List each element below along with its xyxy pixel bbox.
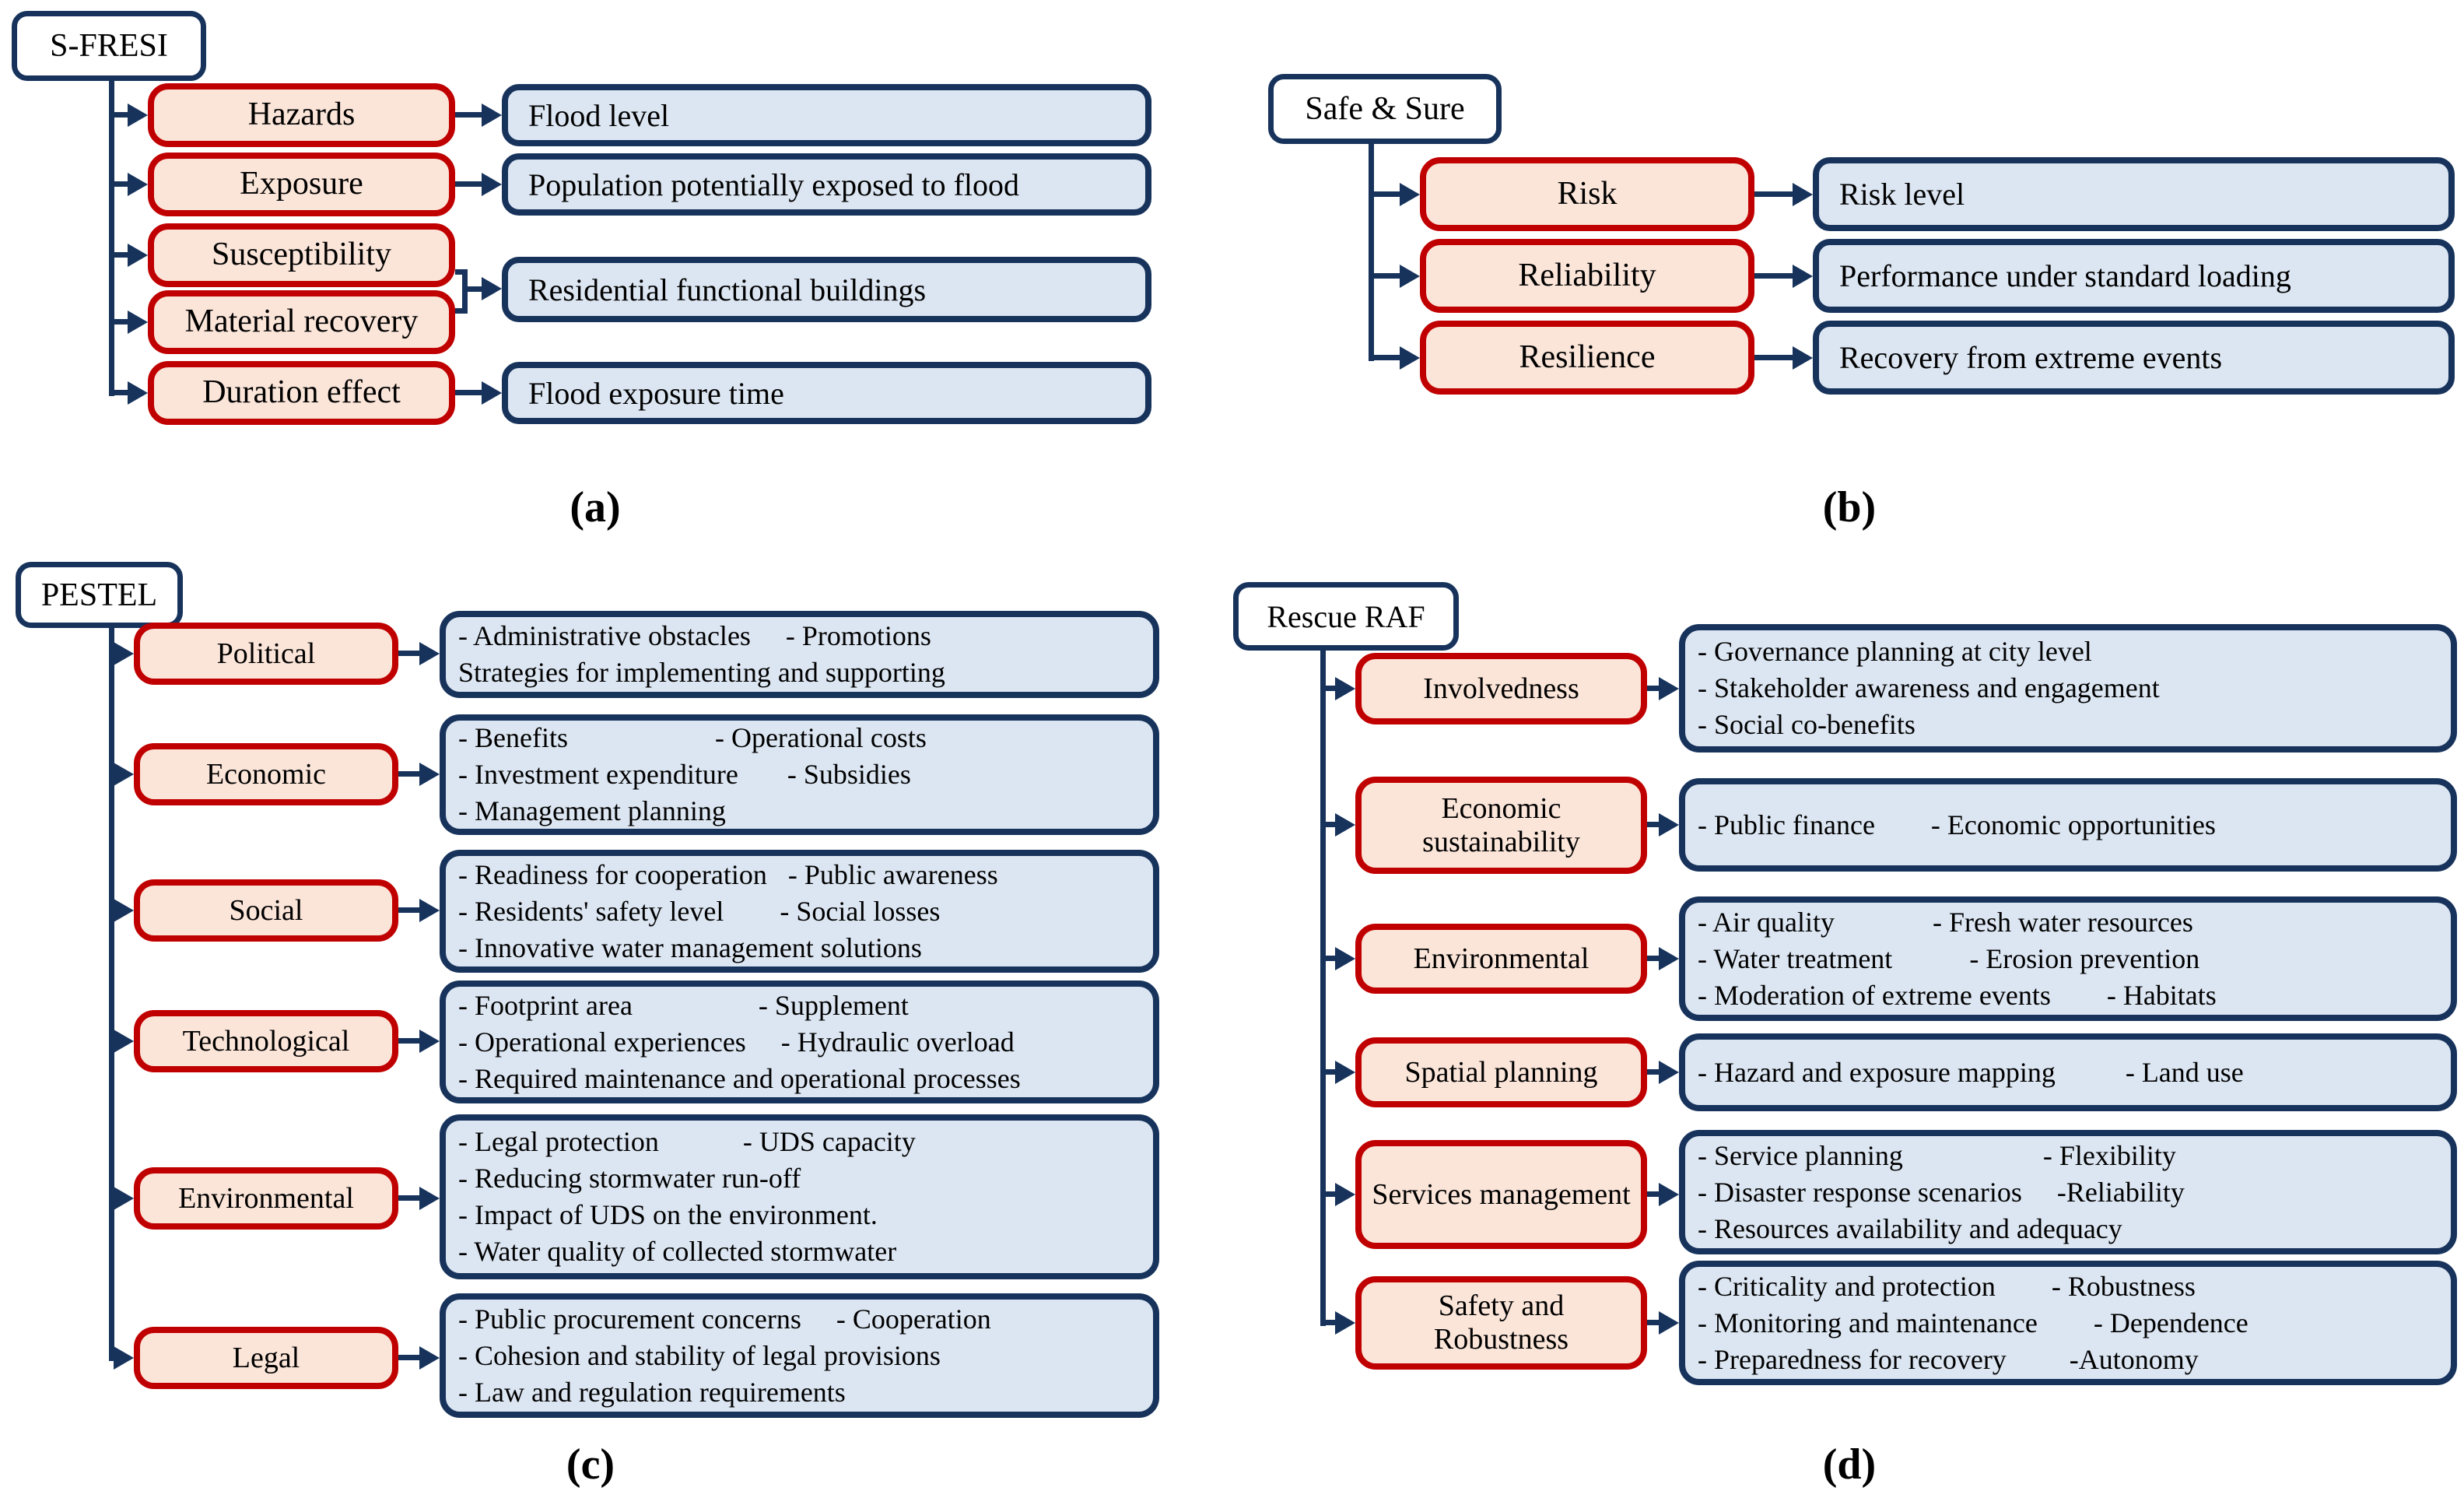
connector-line: [1371, 355, 1402, 360]
bullet-line: - Reducing stormwater run-off: [458, 1163, 801, 1194]
arrow-icon: [1659, 1183, 1679, 1206]
arrow-icon: [419, 763, 440, 786]
connector-line: [111, 252, 129, 258]
connector-line: [1369, 142, 1374, 361]
category-box-technological: Technological: [134, 1010, 398, 1072]
detail-box-population-exposed: Population potentially exposed to flood: [502, 153, 1151, 216]
arrow-icon: [128, 103, 148, 127]
arrow-icon: [419, 1187, 440, 1210]
arrow-icon: [114, 763, 134, 786]
category-box-economic-sustainability: Economic sustainability: [1355, 777, 1647, 874]
arrow-icon: [419, 1030, 440, 1053]
bullet-line: - Benefits - Operational costs: [458, 722, 927, 753]
bullet-line: - Disaster response scenarios -Reliability: [1698, 1176, 2185, 1208]
arrow-icon: [482, 103, 502, 127]
detail-box-risk-level: Risk level: [1813, 157, 2455, 231]
category-box-economic: Economic: [134, 743, 398, 805]
bullet-line: - Preparedness for recovery -Autonomy: [1698, 1343, 2199, 1375]
connector-line: [111, 112, 129, 118]
bullet-line: - Investment expenditure - Subsidies: [458, 759, 911, 790]
connector-line: [455, 112, 483, 118]
bullet-box-involvedness: [1679, 624, 2457, 752]
panel-label-b: (b): [1822, 483, 1877, 531]
category-box-reliability: Reliability: [1420, 239, 1754, 313]
arrow-icon: [1400, 183, 1420, 206]
bullet-box-services-management: [1679, 1130, 2457, 1254]
detail-box-flood-exposure-time: Flood exposure time: [502, 362, 1151, 424]
bullet-box-spatial-planning: [1679, 1033, 2457, 1111]
arrow-icon: [1793, 183, 1813, 206]
arrow-icon: [482, 277, 502, 300]
bullet-line: - Moderation of extreme events - Habitats: [1698, 979, 2217, 1011]
bullet-box-social: [440, 850, 1159, 973]
category-box-environmental-raf: Environmental: [1355, 924, 1647, 994]
bullet-line: - Innovative water management solutions: [458, 931, 922, 963]
arrow-icon: [1793, 346, 1813, 370]
bullet-line: - Resources availability and adequacy: [1698, 1212, 2122, 1244]
arrow-icon: [482, 381, 502, 405]
connector-line: [455, 181, 483, 187]
arrow-icon: [1400, 346, 1420, 370]
arrow-icon: [128, 173, 148, 196]
arrow-icon: [419, 1346, 440, 1370]
arrow-icon: [1335, 947, 1355, 970]
connector-line: [464, 286, 483, 292]
arrow-icon: [1659, 1311, 1679, 1335]
arrow-icon: [128, 244, 148, 267]
arrow-icon: [1659, 947, 1679, 970]
arrow-icon: [1793, 265, 1813, 288]
detail-box-flood-level: Flood level: [502, 84, 1151, 146]
arrow-icon: [482, 173, 502, 196]
connector-line: [111, 181, 129, 187]
arrow-icon: [114, 1187, 134, 1210]
bullet-line: - Management planning: [458, 795, 726, 826]
bullet-line: - Law and regulation requirements: [458, 1376, 846, 1408]
arrow-icon: [419, 642, 440, 665]
bullet-line: - Criticality and protection - Robustness: [1698, 1270, 2196, 1302]
arrow-icon: [1335, 1061, 1355, 1084]
category-box-spatial-planning: Spatial planning: [1355, 1037, 1647, 1107]
bullet-line: - Monitoring and maintenance - Dependence: [1698, 1307, 2248, 1338]
root-box-pestel: PESTEL: [16, 562, 183, 628]
category-box-duration-effect: Duration effect: [148, 361, 455, 425]
bullet-line: - Hazard and exposure mapping - Land use: [1698, 1056, 2244, 1088]
bullet-box-environmental-pestel: [440, 1114, 1159, 1279]
connector-line: [398, 771, 422, 777]
arrow-icon: [419, 899, 440, 922]
arrow-icon: [114, 642, 134, 665]
category-box-risk: Risk: [1420, 157, 1754, 231]
bullet-line: - Cohesion and stability of legal provisions: [458, 1339, 941, 1371]
detail-box-residential-buildings: Residential functional buildings: [502, 257, 1151, 322]
bullet-box-technological: [440, 981, 1159, 1103]
bullet-line: - Air quality - Fresh water resources: [1698, 906, 2193, 938]
bullet-line: - Water quality of collected stormwater: [458, 1236, 897, 1267]
category-box-legal: Legal: [134, 1327, 398, 1389]
category-box-material-recovery: Material recovery: [148, 290, 455, 354]
bullet-line: Strategies for implementing and supporting: [458, 657, 945, 688]
arrow-icon: [1659, 813, 1679, 837]
connector-line: [1754, 273, 1795, 279]
root-box-rescue-raf: Rescue RAF: [1233, 582, 1459, 651]
bullet-line: - Readiness for cooperation - Public awareness: [458, 858, 998, 890]
bullet-line: - Water treatment - Erosion prevention: [1698, 942, 2200, 974]
connector-line: [109, 79, 114, 396]
arrow-icon: [1335, 1183, 1355, 1206]
category-box-political: Political: [134, 623, 398, 685]
arrow-icon: [1400, 265, 1420, 288]
category-box-susceptibility: Susceptibility: [148, 223, 455, 287]
category-box-social: Social: [134, 879, 398, 942]
category-box-safety-robustness: Safety and Robustness: [1355, 1276, 1647, 1370]
connector-line: [398, 1195, 422, 1201]
bullet-line: - Operational experiences - Hydraulic overload: [458, 1026, 1015, 1058]
bullet-line: - Footprint area - Supplement: [458, 989, 909, 1021]
category-box-exposure: Exposure: [148, 153, 455, 216]
bullet-line: - Governance planning at city level: [1698, 636, 2092, 667]
connector-line: [1320, 649, 1326, 1326]
arrow-icon: [128, 381, 148, 405]
connector-line: [398, 1355, 422, 1360]
connector-line: [111, 390, 129, 395]
bullet-line: - Legal protection - UDS capacity: [458, 1126, 916, 1157]
connector-line: [109, 626, 114, 1361]
bullet-box-political: [440, 611, 1159, 698]
connector-line: [1754, 191, 1795, 197]
bullet-box-economic-sustainability: [1679, 778, 2457, 872]
arrow-icon: [1335, 1311, 1355, 1335]
connector-line: [398, 1038, 422, 1044]
bullet-box-safety-robustness: [1679, 1261, 2457, 1385]
detail-box-recovery-extreme-events: Recovery from extreme events: [1813, 321, 2455, 395]
arrow-icon: [114, 1346, 134, 1370]
category-box-hazards: Hazards: [148, 83, 455, 147]
panel-label-d: (d): [1822, 1440, 1877, 1489]
bullet-box-environmental-raf: [1679, 896, 2457, 1021]
category-box-involvedness: Involvedness: [1355, 653, 1647, 724]
connector-line: [111, 319, 129, 325]
root-box-safe-and-sure: Safe & Sure: [1268, 74, 1502, 144]
panel-label-c: (c): [566, 1440, 615, 1489]
connector-line: [1371, 191, 1402, 197]
bullet-line: - Service planning - Flexibility: [1698, 1139, 2176, 1171]
arrow-icon: [114, 899, 134, 922]
arrow-icon: [1659, 677, 1679, 700]
panel-label-a: (a): [570, 483, 621, 531]
connector-line: [1754, 355, 1795, 360]
detail-box-performance-standard-loading: Performance under standard loading: [1813, 239, 2455, 313]
arrow-icon: [1335, 813, 1355, 837]
connector-line: [398, 651, 422, 656]
bullet-line: - Public finance - Economic opportunities: [1698, 809, 2216, 840]
category-box-services-management: Services management: [1355, 1140, 1647, 1249]
bullet-line: - Public procurement concerns - Cooperation: [458, 1303, 991, 1335]
connector-line: [455, 390, 483, 395]
bullet-line: - Impact of UDS on the environment.: [458, 1199, 878, 1230]
category-box-resilience: Resilience: [1420, 321, 1754, 395]
connector-line: [398, 907, 422, 913]
arrow-icon: [114, 1030, 134, 1053]
arrow-icon: [1659, 1061, 1679, 1084]
bullet-box-economic: [440, 714, 1159, 835]
category-box-environmental-pestel: Environmental: [134, 1167, 398, 1230]
connector-line: [1371, 273, 1402, 279]
bullet-box-legal: [440, 1293, 1159, 1418]
arrow-icon: [1335, 677, 1355, 700]
root-box-s-fresi: S-FRESI: [12, 11, 206, 81]
bullet-line: - Social co-benefits: [1698, 709, 1915, 740]
arrow-icon: [128, 310, 148, 334]
bullet-line: - Administrative obstacles - Promotions: [458, 620, 931, 651]
bullet-line: - Required maintenance and operational processes: [458, 1062, 1021, 1094]
bullet-line: - Residents' safety level - Social losses: [458, 895, 941, 927]
bullet-line: - Stakeholder awareness and engagement: [1698, 672, 2160, 703]
